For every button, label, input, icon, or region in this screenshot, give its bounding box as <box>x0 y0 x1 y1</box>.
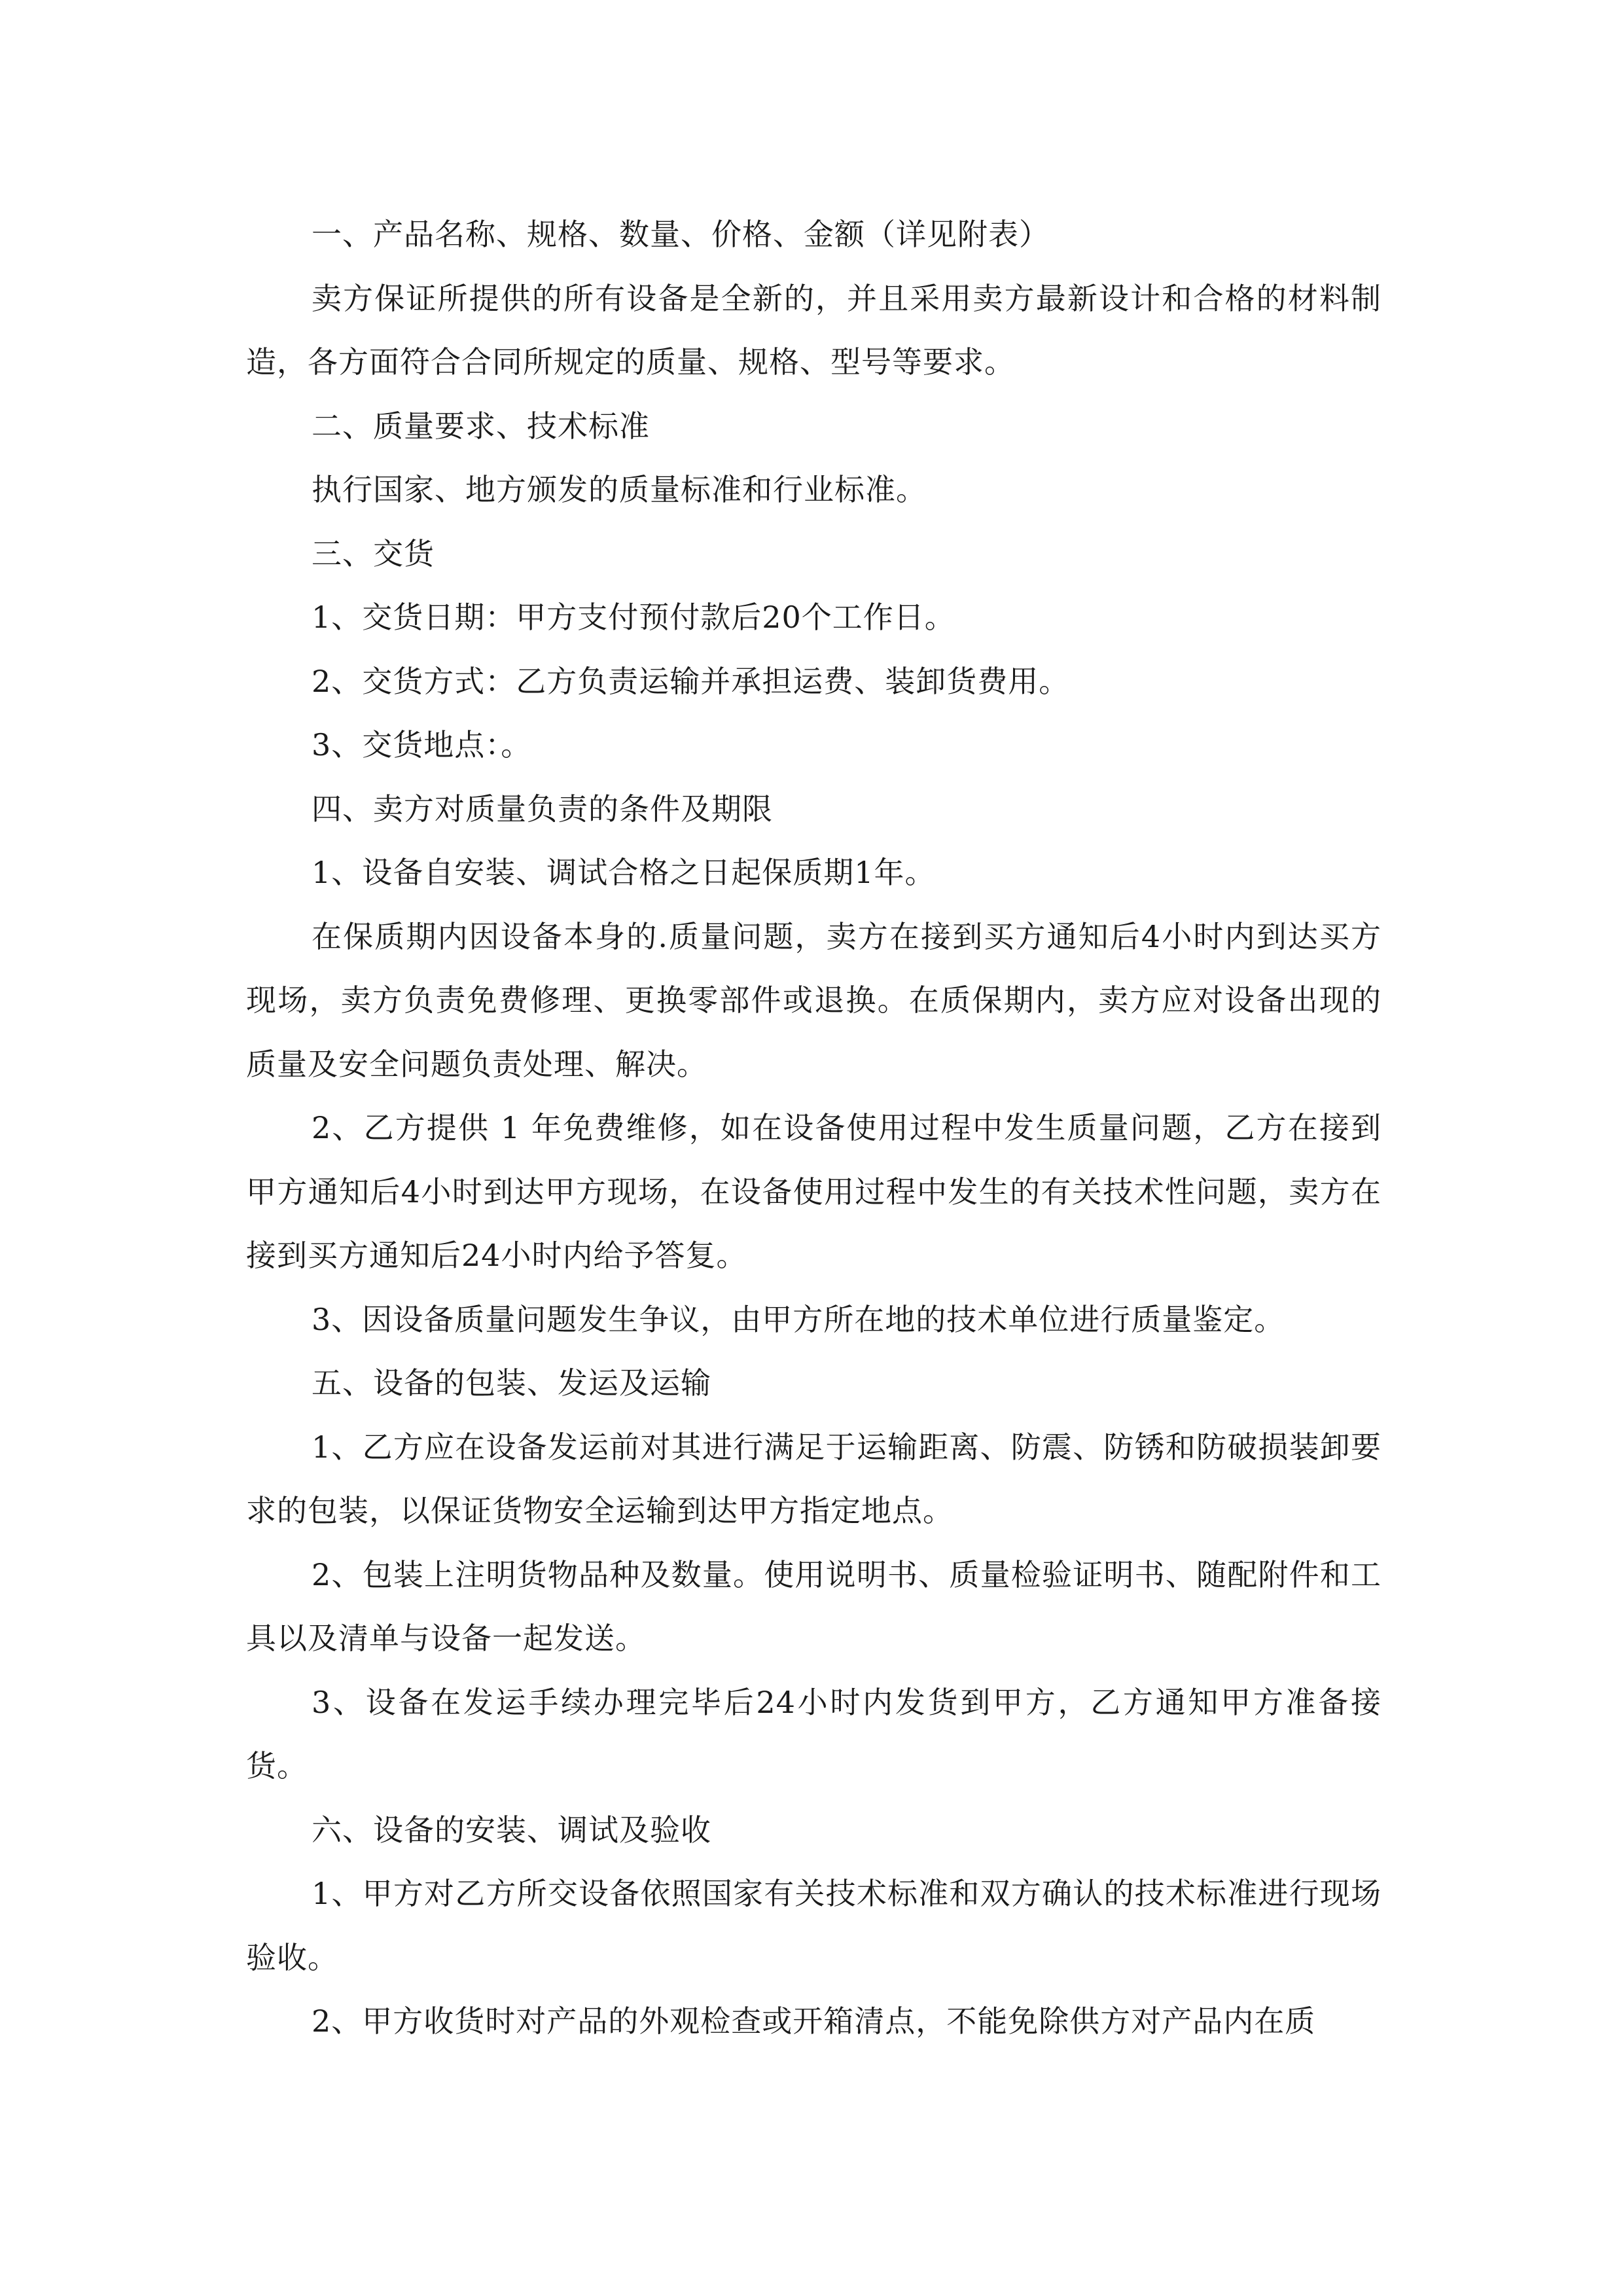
list-item: 1、甲方对乙方所交设备依照国家有关技术标准和双方确认的技术标准进行现场验收。 <box>246 1876 1382 1975</box>
list-item: 1、乙方应在设备发运前对其进行满足于运输距离、防震、防锈和防破损装卸要求的包装，以保证货物安全运输到达甲方指定地点。 <box>246 1429 1382 1528</box>
section-heading-2: 二、质量要求、技术标准 <box>312 408 650 444</box>
list-item: 2、交货方式：乙方负责运输并承担运费、装卸货费用。 <box>312 663 1070 699</box>
list-item: 2、甲方收货时对产品的外观检查或开箱清点，不能免除供方对产品内在质 <box>312 2003 1316 2039</box>
section-heading-6: 六、设备的安装、调试及验收 <box>312 1812 711 1848</box>
list-item: 1、交货日期：甲方支付预付款后20个工作日。 <box>312 600 955 635</box>
paragraph: 卖方保证所提供的所有设备是全新的，并且采用卖方最新设计和合格的材料制造，各方面符合合同所规定的质量、规格、型号等要求。 <box>246 280 1382 380</box>
section-heading-5: 五、设备的包装、发运及运输 <box>312 1365 711 1401</box>
list-item: 3、交货地点：。 <box>312 727 532 762</box>
section-heading-1: 一、产品名称、规格、数量、价格、金额（详见附表） <box>312 217 1050 252</box>
list-item: 1、设备自安装、调试合格之日起保质期1年。 <box>312 855 936 890</box>
list-item: 2、乙方提供 1 年免费维修，如在设备使用过程中发生质量问题，乙方在接到甲方通知后4小时到达甲方现场，在设备使用过程中发生的有关技术性问题，卖方在接到买方通知后24小时内给予答复。 <box>246 1110 1382 1273</box>
paragraph: 执行国家、地方颁发的质量标准和行业标准。 <box>312 472 927 507</box>
section-heading-4: 四、卖方对质量负责的条件及期限 <box>312 791 773 827</box>
paragraph: 在保质期内因设备本身的.质量问题，卖方在接到买方通知后4小时内到达买方现场，卖方负责免费修理、更换零部件或退换。在质保期内，卖方应对设备出现的质量及安全问题负责处理、解决。 <box>246 918 1382 1082</box>
section-heading-3: 三、交货 <box>312 535 435 571</box>
document-body <box>246 203 1382 2054</box>
list-item: 3、设备在发运手续办理完毕后24小时内发货到甲方，乙方通知甲方准备接货。 <box>246 1684 1382 1784</box>
list-item: 2、包装上注明货物品种及数量。使用说明书、质量检验证明书、随配附件和工具以及清单与设备一起发送。 <box>246 1556 1382 1656</box>
list-item: 3、因设备质量问题发生争议，由甲方所在地的技术单位进行质量鉴定。 <box>312 1301 1285 1337</box>
